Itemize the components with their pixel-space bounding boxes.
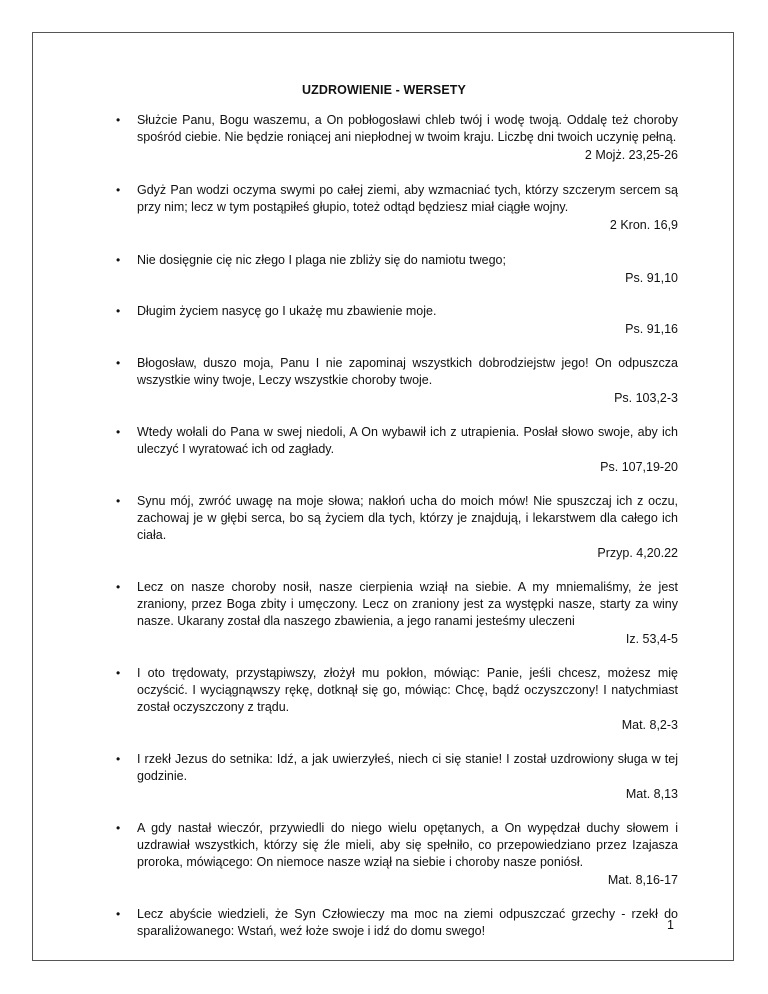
- bullet-icon: •: [116, 494, 121, 508]
- verse-text: Gdyż Pan wodzi oczyma swymi po całej ziemi, aby wzmacniać tych, którzy szczerym sercem są przy nim; lecz w tym postąpiłeś głupio, toteż odtąd będziesz miał ciągłe wojny.: [137, 183, 678, 214]
- verse-text: Służcie Panu, Bogu waszemu, a On pobłogosławi chleb twój i wodę twoją. Oddalę też choroby spośród ciebie. Nie będzie roniącej ani niepłodnej w twoim kraju. Liczbę dni twoich uczynię pełną.: [137, 113, 678, 144]
- verse-text: Synu mój, zwróć uwagę na moje słowa; nakłoń ucha do moich mów! Nie spuszczaj ich z oczu, zachowaj je w głębi serca, bo są życiem dla tych, którzy je znajdują, i lekarstwem dla całego ich ciała.: [137, 494, 678, 542]
- bullet-icon: •: [116, 183, 121, 197]
- bullet-icon: •: [116, 666, 121, 680]
- verse-reference: Przyp. 4,20.22: [597, 546, 678, 560]
- verse-text: Wtedy wołali do Pana w swej niedoli, A On wybawił ich z utrapienia. Posłał słowo swoje, aby ich uleczyć I wyratować ich od zagłady.: [137, 425, 678, 456]
- verse-item: [116, 906, 678, 940]
- verse-reference: Iz. 53,4-5: [625, 632, 678, 646]
- verse-reference: Ps. 91,10: [625, 271, 678, 285]
- verse-item: [116, 665, 678, 734]
- verse-text: Lecz abyście wiedzieli, że Syn Człowieczy ma moc na ziemi odpuszczać grzechy - rzekł do sparaliżowanego: Wstań, weź łoże swoje i idź do domu swego!: [137, 907, 678, 938]
- verse-item: [116, 751, 678, 803]
- verse-item: [116, 252, 678, 287]
- verse-item: [116, 424, 678, 476]
- verse-item: [116, 112, 678, 164]
- verse-item: [116, 182, 678, 234]
- document-title: UZDROWIENIE - WERSETY: [302, 83, 466, 97]
- page-number: 1: [667, 918, 674, 932]
- bullet-icon: •: [116, 113, 121, 127]
- bullet-icon: •: [116, 304, 121, 318]
- verse-text: Długim życiem nasycę go I ukażę mu zbawienie moje.: [137, 304, 437, 318]
- verse-reference: 2 Mojż. 23,25-26: [584, 148, 678, 162]
- verse-item: [116, 493, 678, 562]
- verse-text: Błogosław, duszo moja, Panu I nie zapominaj wszystkich dobrodziejstw jego! On odpuszcza wszystkie winy twoje, Leczy wszystkie choroby twoje.: [137, 356, 678, 387]
- verse-reference: Mat. 8,2-3: [621, 718, 678, 732]
- verse-text: I rzekł Jezus do setnika: Idź, a jak uwierzyłeś, niech ci się stanie! I został uzdrowiony sługa w tej godzinie.: [137, 752, 678, 783]
- verse-reference: Mat. 8,16-17: [607, 873, 678, 887]
- bullet-icon: •: [116, 821, 121, 835]
- verse-item: [116, 820, 678, 889]
- verse-list: [116, 112, 678, 940]
- verse-text: I oto trędowaty, przystąpiwszy, złożył mu pokłon, mówiąc: Panie, jeśli chcesz, możesz mię oczyścić. I wyciągnąwszy rękę, dotknął się go, mówiąc: Chcę, bądź oczyszczony! I natychmiast został oczyszczony z trądu.: [137, 666, 678, 714]
- verse-item: [116, 579, 678, 648]
- verse-item: [116, 355, 678, 407]
- bullet-icon: •: [116, 356, 121, 370]
- verse-reference: Ps. 91,16: [625, 322, 678, 336]
- verse-text: Nie dosięgnie cię nic złego I plaga nie zbliży się do namiotu twego;: [137, 253, 506, 267]
- bullet-icon: •: [116, 907, 121, 921]
- bullet-icon: •: [116, 425, 121, 439]
- verse-text: Lecz on nasze choroby nosił, nasze cierpienia wziął na siebie. A my mniemaliśmy, że jest zraniony, przez Boga zbity i umęczony. Lecz on zraniony jest za występki nasze, starty za winy nasze. Ukarany został dla naszego zbawienia, a jego ranami jesteśmy uleczeni: [137, 580, 678, 628]
- bullet-icon: •: [116, 752, 121, 766]
- verse-item: [116, 303, 678, 338]
- bullet-icon: •: [116, 253, 121, 267]
- verse-reference: Mat. 8,13: [625, 787, 678, 801]
- verse-text: A gdy nastał wieczór, przywiedli do niego wielu opętanych, a On wypędzał duchy słowem i uzdrawiał wszystkich, którzy się źle mieli, aby się spełniło, co przepowiedziano przez Izajasza proroka, mówiącego: On niemoce nasze wziął na siebie i choroby nasze poniósł.: [137, 821, 678, 869]
- verse-reference: Ps. 107,19-20: [600, 460, 678, 474]
- verse-reference: Ps. 103,2-3: [614, 391, 678, 405]
- verse-reference: 2 Kron. 16,9: [609, 218, 678, 232]
- bullet-icon: •: [116, 580, 121, 594]
